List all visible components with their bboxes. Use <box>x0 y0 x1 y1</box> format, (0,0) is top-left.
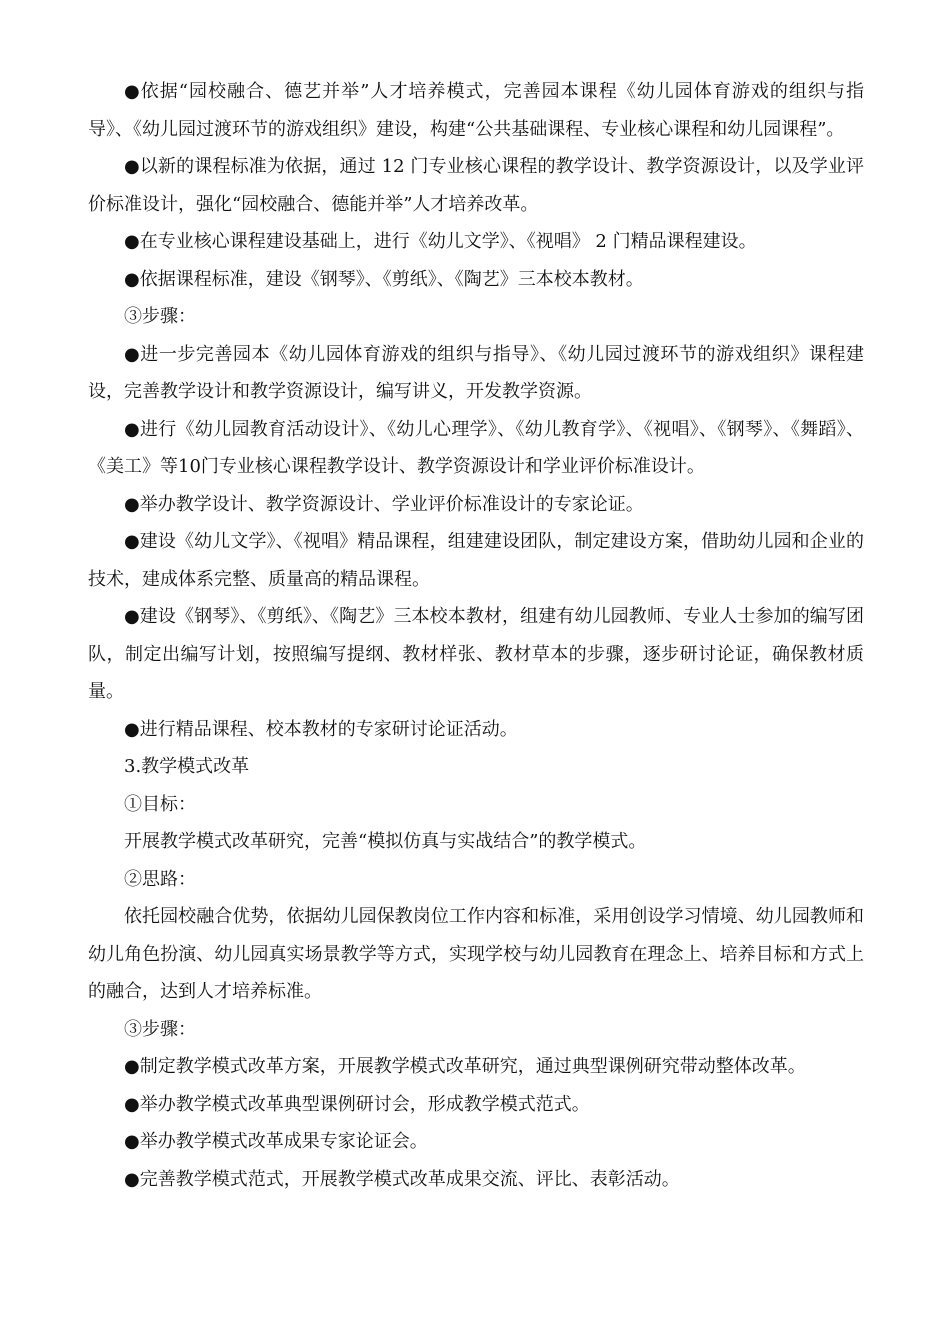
paragraph-2: ●以新的课程标准为依据，通过 12 门专业核心课程的教学设计、教学资源设计，以及学业评价标准设计，强化“园校融合、德能并举”人才培养改革。 <box>88 156 864 215</box>
paragraph-5: ●进一步完善园本《幼儿园体育游戏的组织与指导》、《幼儿园过渡环节的游戏组织》课程建设，完善教学设计和教学资源设计，编写讲义，开发教学资源。 <box>88 343 864 402</box>
paragraph-1: ●依据“园校融合、德艺并举”人才培养模式，完善园本课程《幼儿园体育游戏的组织与指导》、《幼儿园过渡环节的游戏组织》建设，构建“公共基础课程、专业核心课程和幼儿园课程”。 <box>88 81 864 140</box>
step-heading-1: ③步骤： <box>124 306 196 327</box>
paragraph-13: ●举办教学模式改革成果专家论证会。 <box>124 1131 428 1152</box>
document-page <box>88 73 864 1198</box>
goal-text: 开展教学模式改革研究，完善“模拟仿真与实战结合”的教学模式。 <box>124 831 647 852</box>
paragraph-11: ●制定教学模式改革方案，开展教学模式改革研究，通过典型课例研究带动整体改革。 <box>124 1056 806 1077</box>
paragraph-7: ●举办教学设计、教学资源设计、学业评价标准设计的专家论证。 <box>124 493 644 515</box>
paragraph-10: ●进行精品课程、校本教材的专家研讨论证活动。 <box>124 718 518 740</box>
paragraph-6: ●进行《幼儿园教育活动设计》、《幼儿心理学》、《幼儿教育学》、《视唱》、《钢琴》、《舞蹈》、《美工》等10门专业核心课程教学设计、教学资源设计和学业评价标准设计。 <box>88 418 864 477</box>
paragraph-9: ●建设《钢琴》、《剪纸》、《陶艺》三本校本教材，组建有幼儿园教师、专业人士参加的编写团队，制定出编写计划，按照编写提纲、教材样张、教材草本的步骤，逐步研讨论证，确保教材质量。 <box>88 606 864 702</box>
section-heading-3: 3.教学模式改革 <box>124 756 250 777</box>
step-heading-2: ③步骤： <box>124 1018 196 1040</box>
approach-text: 依托园校融合优势，依据幼儿园保教岗位工作内容和标准，采用创设学习情境、幼儿园教师和幼儿角色扮演、幼儿园真实场景教学等方式，实现学校与幼儿园教育在理念上、培养目标和方式上的融合，达到人才培养标准。 <box>88 906 864 1002</box>
paragraph-4: ●依据课程标准，建设《钢琴》、《剪纸》、《陶艺》三本校本教材。 <box>124 268 644 290</box>
paragraph-8: ●建设《幼儿文学》、《视唱》精品课程，组建建设团队，制定建设方案，借助幼儿园和企业的技术，建成体系完整、质量高的精品课程。 <box>88 531 864 590</box>
paragraph-14: ●完善教学模式范式，开展教学模式改革成果交流、评比、表彰活动。 <box>124 1168 680 1190</box>
paragraph-3: ●在专业核心课程建设基础上，进行《幼儿文学》、《视唱》 2 门精品课程建设。 <box>124 231 757 252</box>
paragraph-12: ●举办教学模式改革典型课例研讨会，形成教学模式范式。 <box>124 1093 590 1115</box>
approach-heading: ②思路： <box>124 868 196 890</box>
goal-heading: ①目标： <box>124 793 196 815</box>
